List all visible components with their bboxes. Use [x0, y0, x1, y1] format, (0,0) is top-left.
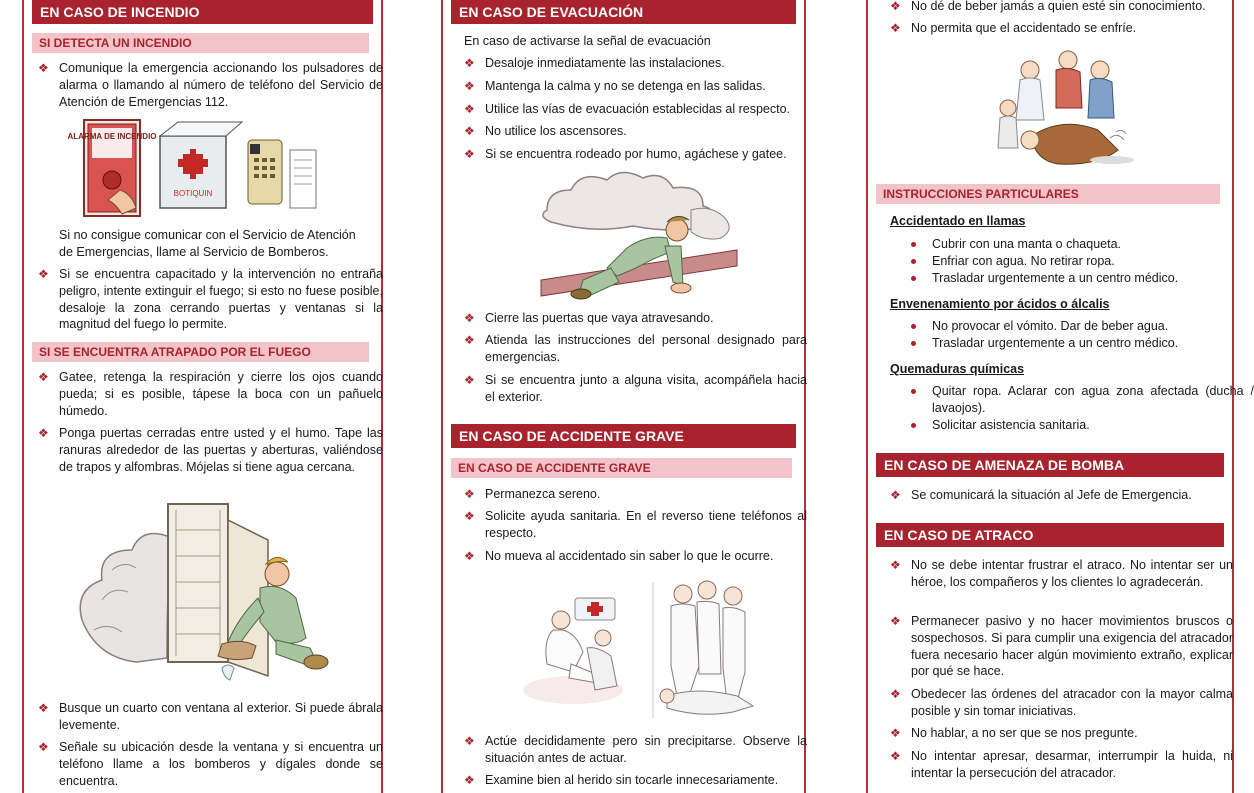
- bullet-crawl: ❖ Gatee, retenga la respiración y cierre los ojos cuando pueda; si es posible, tápese la boca con un pañuelo húmedo.: [38, 369, 383, 419]
- bullet-no-drink-unconscious: ❖ No dé de beber jamás a quien esté sin conocimiento.: [890, 0, 1233, 15]
- section-header-accident: EN CASO DE ACCIDENTE GRAVE: [451, 424, 796, 448]
- section-header-robbery: EN CASO DE ATRACO: [876, 523, 1224, 547]
- bullet-request-help: ❖ Solicite ayuda sanitaria. En el reverso tiene teléfonos al respecto.: [464, 508, 807, 542]
- bullet-do-not-speak: ❖ No hablar, a no ser que se nos pregunte.: [890, 725, 1233, 742]
- bullet-stay-calm: ❖ Mantenga la calma y no se detenga en las salidas.: [464, 78, 807, 95]
- column-fire: [22, 0, 383, 793]
- alarm-label: ALARMA DE INCENDIO: [67, 132, 157, 141]
- subheader-detect-fire: SI DETECTA UN INCENDIO: [32, 33, 369, 53]
- bullet-examine-injured: ❖ Examine bien al herido sin tocarle innecesariamente.: [464, 772, 807, 789]
- bullet-accompany-visitor: ❖ Si se encuentra junto a alguna visita, acompáñela hacia el exterior.: [464, 372, 807, 406]
- point-remove-clothes: Quitar ropa. Aclarar con agua zona afectada (ducha / lavaojos).: [890, 383, 1254, 417]
- bullet-stay-serene: ❖ Permanezca sereno.: [464, 486, 807, 503]
- bullet-act-decisively: ❖ Actúe decididamente pero sin precipitarse. Observe la situación antes de actuar.: [464, 733, 807, 767]
- heading-chemical-burns: Quemaduras químicas: [890, 362, 1025, 376]
- column-evacuation: [441, 0, 806, 793]
- bullet-keep-warm: ❖ No permita que el accidentado se enfríe.: [890, 20, 1233, 37]
- bullet-do-not-move: ❖ No mueva al accidentado sin saber lo que le ocurre.: [464, 548, 807, 565]
- bullet-obey-orders: ❖ Obedecer las órdenes del atracador con la mayor calma posible y sin tomar iniciativas.: [890, 686, 1233, 720]
- section-header-bomb: EN CASO DE AMENAZA DE BOMBA: [876, 453, 1224, 477]
- bullet-communicate: ❖ Comunique la emergencia accionando los pulsadores de alarma o llamando al número de teléfono del Servicio de Atención de Emergencias 112.: [38, 60, 383, 110]
- column-particular: [866, 0, 1254, 793]
- section-header-evacuation: EN CASO DE EVACUACIÓN: [451, 0, 796, 24]
- bullet-close-doors-evac: ❖ Cierre las puertas que vaya atravesando.: [464, 310, 807, 327]
- point-transfer-medical-1: Trasladar urgentemente a un centro médico.: [890, 270, 1254, 287]
- bullet-no-hero: ❖ No se debe intentar frustrar el atraco. No intentar ser un héroe, los compañeros y los clientes lo agradecerán.: [890, 557, 1233, 591]
- bullet-no-elevators: ❖ No utilice los ascensores.: [464, 123, 807, 140]
- bullet-signal-location: ❖ Señale su ubicación desde la ventana y si encuentra un teléfono llame a los bomberos y dígales donde se encuentra.: [38, 739, 383, 789]
- subheader-trapped-fire: SI SE ENCUENTRA ATRAPADO POR EL FUEGO: [32, 342, 369, 362]
- bullet-find-window: ❖ Busque un cuarto con ventana al exterior. Si puede ábrala levemente.: [38, 700, 383, 734]
- point-cover-blanket: Cubrir con una manta o chaqueta.: [890, 236, 1254, 253]
- point-transfer-medical-2: Trasladar urgentemente a un centro médico.: [890, 335, 1254, 352]
- subheader-accident: EN CASO DE ACCIDENTE GRAVE: [451, 458, 792, 478]
- bullet-smoke-crawl: ❖ Si se encuentra rodeado por humo, agáchese y gatee.: [464, 146, 807, 163]
- section-header-fire: EN CASO DE INCENDIO: [32, 0, 373, 24]
- person-sealing-door-illustration: [72, 500, 344, 684]
- kit-label: BOTIQUIN: [173, 189, 213, 198]
- point-no-vomit: No provocar el vómito. Dar de beber agua.: [890, 318, 1254, 335]
- bullet-stay-passive: ❖ Permanecer pasivo y no hacer movimientos bruscos o sospechosos. Si para cumplir una exigencia del atracador fuera necesario hacer algún movimiento extraño, explicar por qué se hace.: [890, 613, 1233, 680]
- bullet-use-routes: ❖ Utilice las vías de evacuación establecidas al respecto.: [464, 101, 807, 118]
- bullet-evacuate: ❖ Desaloje inmediatamente las instalaciones.: [464, 55, 807, 72]
- bullet-no-pursuit: ❖ No intentar apresar, desarmar, interrumpir la huida, ni intentar la persecución del atracador.: [890, 748, 1233, 782]
- bullet-extinguish: ❖ Si se encuentra capacitado y la intervención no entraña peligro, intente extinguir el fuego; si esto no fuese posible, desaloje la zona cerrando puertas y ventanas si la magnitud del fuego lo permite.: [38, 266, 383, 333]
- subheader-particular-instructions: INSTRUCCIONES PARTICULARES: [876, 184, 1220, 204]
- bullet-close-doors: ❖ Ponga puertas cerradas entre usted y el humo. Tape las ranuras alrededor de las puertas y aberturas, valiéndose de trapos y alfombras. Mójelas si tiene agua cercana.: [38, 425, 383, 475]
- bullet-notify-chief: ❖ Se comunicará la situación al Jefe de Emergencia.: [890, 487, 1233, 504]
- heading-acid-poisoning: Envenenamiento por ácidos o álcalis: [890, 297, 1110, 311]
- collapsed-person-illustration: [992, 48, 1142, 172]
- evacuation-intro: En caso de activarse la señal de evacuación: [464, 34, 711, 48]
- point-cool-water: Enfriar con agua. No retirar ropa.: [890, 253, 1254, 270]
- heading-burning-victim: Accidentado en llamas: [890, 214, 1026, 228]
- point-request-assistance: Solicitar asistencia sanitaria.: [890, 417, 1254, 434]
- paragraph-call-firefighters: Si no consigue comunicar con el Servicio de Atención de Emergencias, llame al Servicio de Bomberos.: [59, 228, 356, 259]
- crawling-person-smoke-illustration: [541, 170, 737, 304]
- fire-alarm-illustration: [67, 118, 318, 220]
- bullet-follow-staff: ❖ Atienda las instrucciones del personal designado para emergencias.: [464, 332, 807, 366]
- first-aid-scene-illustration: [517, 578, 765, 722]
